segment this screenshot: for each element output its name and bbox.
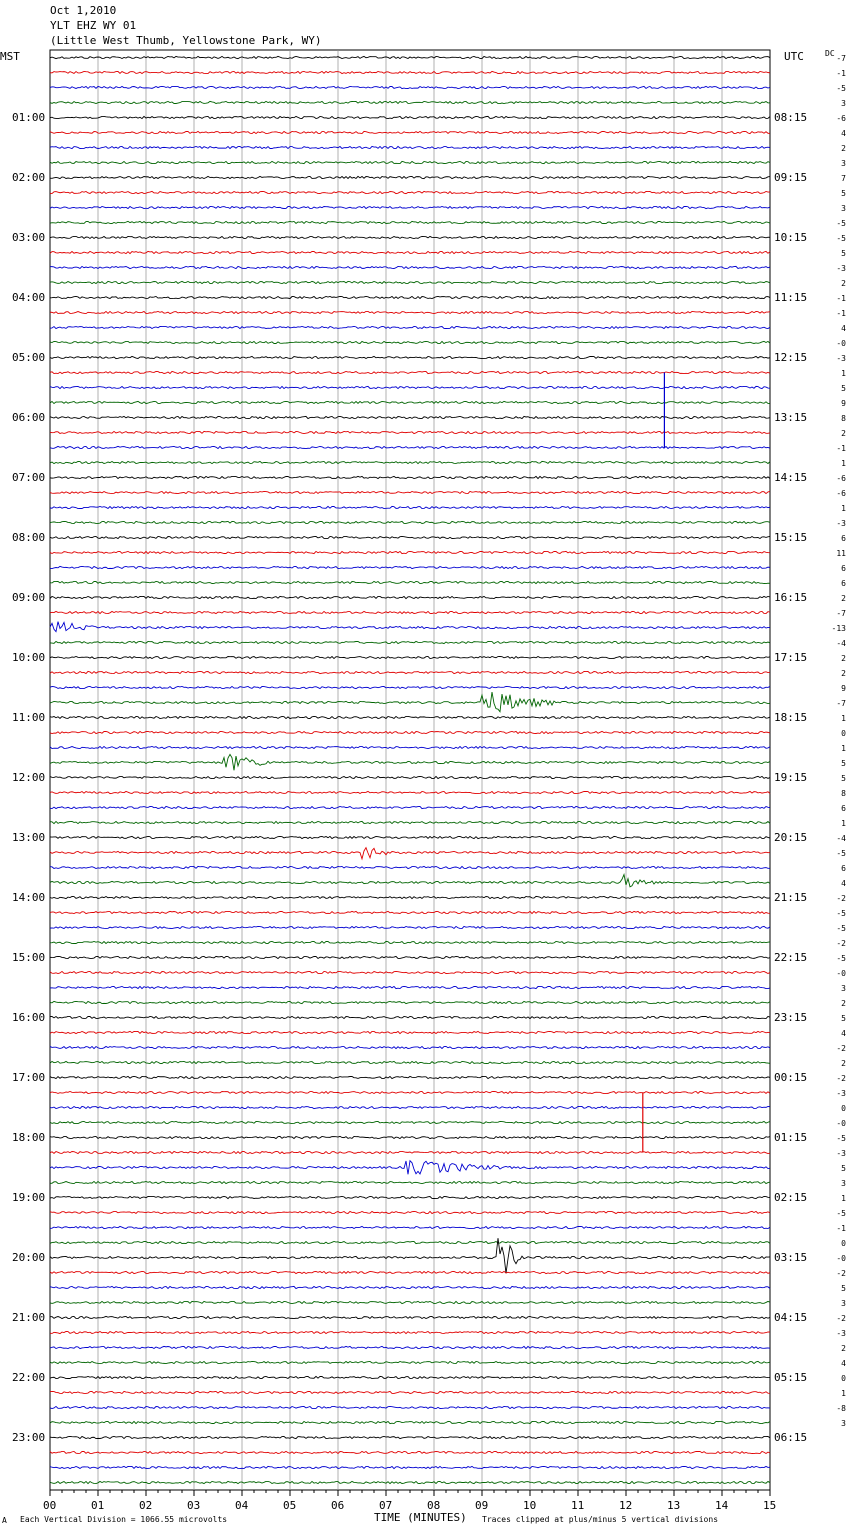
trace-66 bbox=[50, 1046, 770, 1048]
trace-15 bbox=[50, 281, 770, 283]
dc-offset-label: 1 bbox=[841, 1388, 846, 1398]
left-hour-label: 07:00 bbox=[12, 470, 46, 484]
left-hour-label: 17:00 bbox=[12, 1070, 46, 1084]
dc-offset-label: -2 bbox=[836, 938, 846, 948]
dc-offset-label: 9 bbox=[841, 683, 846, 693]
trace-59 bbox=[50, 941, 770, 943]
dc-offset-label: 1 bbox=[841, 368, 846, 378]
trace-85 bbox=[50, 1331, 770, 1333]
dc-offset-label: 1 bbox=[841, 458, 846, 468]
x-tick-label: 08 bbox=[427, 1499, 441, 1512]
trace-72 bbox=[50, 1136, 770, 1138]
dc-offset-label: 5 bbox=[841, 1163, 846, 1173]
trace-88 bbox=[50, 1376, 770, 1378]
left-hour-label: 10:00 bbox=[12, 650, 46, 664]
dc-offset-label: 4 bbox=[841, 323, 846, 333]
dc-offset-label: 5 bbox=[841, 248, 846, 258]
right-timezone-label: UTC bbox=[784, 50, 804, 63]
plot-frame bbox=[50, 50, 770, 1490]
left-hour-label: 22:00 bbox=[12, 1370, 46, 1384]
trace-28 bbox=[50, 476, 770, 478]
dc-offset-label: -3 bbox=[836, 1148, 846, 1158]
trace-36 bbox=[50, 596, 770, 598]
dc-offset-label: -3 bbox=[836, 1088, 846, 1098]
left-hour-label: 16:00 bbox=[12, 1010, 46, 1024]
dc-offset-label: 2 bbox=[841, 1343, 846, 1353]
trace-53 bbox=[50, 848, 770, 859]
dc-offset-label: 4 bbox=[841, 1028, 846, 1038]
x-tick-label: 05 bbox=[283, 1499, 297, 1512]
dc-offset-label: 8 bbox=[841, 788, 846, 798]
left-hour-label: 18:00 bbox=[12, 1130, 46, 1144]
left-timezone-label: MST bbox=[0, 50, 20, 63]
trace-40 bbox=[50, 656, 770, 658]
trace-23 bbox=[50, 401, 770, 403]
dc-offset-label: 3 bbox=[841, 1178, 846, 1188]
x-tick-label: 03 bbox=[187, 1499, 201, 1512]
dc-offset-label: -6 bbox=[836, 488, 846, 498]
left-hour-label: 04:00 bbox=[12, 290, 46, 304]
trace-91 bbox=[50, 1421, 770, 1423]
dc-offset-label: 1 bbox=[841, 503, 846, 513]
trace-22 bbox=[50, 386, 770, 388]
dc-offset-label: 3 bbox=[841, 98, 846, 108]
dc-label: DC bbox=[825, 49, 835, 58]
dc-offset-label: -1 bbox=[836, 68, 846, 78]
left-hour-label: 23:00 bbox=[12, 1430, 46, 1444]
right-hour-label: 21:15 bbox=[774, 890, 808, 904]
dc-offset-label: -5 bbox=[836, 953, 846, 963]
trace-32 bbox=[50, 536, 770, 538]
dc-offset-label: 5 bbox=[841, 383, 846, 393]
dc-offset-label: 4 bbox=[841, 128, 846, 138]
left-hour-label: 12:00 bbox=[12, 770, 46, 784]
dc-offset-label: 5 bbox=[841, 188, 846, 198]
trace-78 bbox=[50, 1226, 770, 1228]
left-hour-label: 03:00 bbox=[12, 230, 46, 244]
trace-62 bbox=[50, 986, 770, 988]
right-hour-label: 17:15 bbox=[774, 650, 808, 664]
right-hour-label: 19:15 bbox=[774, 770, 808, 784]
dc-offset-label: 1 bbox=[841, 818, 846, 828]
left-hour-label: 09:00 bbox=[12, 590, 46, 604]
x-tick-label: 15 bbox=[763, 1499, 777, 1512]
dc-offset-label: -5 bbox=[836, 908, 846, 918]
dc-offset-label: -7 bbox=[836, 53, 846, 63]
dc-offset-label: -1 bbox=[836, 443, 846, 453]
trace-2 bbox=[50, 86, 770, 88]
left-hour-label: 06:00 bbox=[12, 410, 46, 424]
trace-68 bbox=[50, 1076, 770, 1078]
trace-63 bbox=[50, 1001, 770, 1003]
trace-69 bbox=[50, 1091, 770, 1093]
x-tick-label: 10 bbox=[523, 1499, 537, 1512]
trace-27 bbox=[50, 461, 770, 463]
trace-83 bbox=[50, 1301, 770, 1303]
trace-30 bbox=[50, 506, 770, 508]
dc-offset-label: 2 bbox=[841, 143, 846, 153]
trace-56 bbox=[50, 896, 770, 898]
trace-58 bbox=[50, 926, 770, 928]
dc-offset-label: 3 bbox=[841, 1418, 846, 1428]
dc-offset-label: 5 bbox=[841, 758, 846, 768]
right-hour-label: 08:15 bbox=[774, 110, 808, 124]
trace-41 bbox=[50, 671, 770, 673]
dc-offset-label: 2 bbox=[841, 1058, 846, 1068]
dc-offset-label: 0 bbox=[841, 1238, 846, 1248]
trace-37 bbox=[50, 611, 770, 613]
dc-offset-label: -3 bbox=[836, 518, 846, 528]
dc-offset-label: -5 bbox=[836, 233, 846, 243]
trace-3 bbox=[50, 101, 770, 103]
minute-grid bbox=[98, 50, 722, 1490]
dc-offset-label: 5 bbox=[841, 773, 846, 783]
dc-offset-label: -2 bbox=[836, 1073, 846, 1083]
left-hour-label: 21:00 bbox=[12, 1310, 46, 1324]
left-hour-label: 13:00 bbox=[12, 830, 46, 844]
right-hour-label: 10:15 bbox=[774, 230, 808, 244]
x-axis bbox=[50, 1490, 770, 1496]
dc-offset-label: 4 bbox=[841, 1358, 846, 1368]
dc-offset-label: 5 bbox=[841, 1283, 846, 1293]
trace-25 bbox=[50, 431, 770, 433]
trace-9 bbox=[50, 191, 770, 193]
dc-offset-label: 4 bbox=[841, 878, 846, 888]
trace-61 bbox=[50, 971, 770, 973]
dc-offset-label: 8 bbox=[841, 413, 846, 423]
dc-offset-label: -5 bbox=[836, 923, 846, 933]
dc-offset-label: 2 bbox=[841, 653, 846, 663]
dc-offset-label: 11 bbox=[836, 548, 846, 558]
trace-89 bbox=[50, 1391, 770, 1393]
dc-offset-label: -0 bbox=[836, 338, 846, 348]
trace-60 bbox=[50, 956, 770, 958]
header-station: YLT EHZ WY 01 bbox=[50, 19, 137, 32]
right-hour-label: 11:15 bbox=[774, 290, 808, 304]
right-hour-label: 12:15 bbox=[774, 350, 808, 364]
trace-38 bbox=[50, 622, 770, 632]
trace-67 bbox=[50, 1061, 770, 1063]
dc-offset-label: -5 bbox=[836, 1208, 846, 1218]
x-tick-label: 14 bbox=[715, 1499, 729, 1512]
dc-offset-label: 2 bbox=[841, 668, 846, 678]
dc-offset-label: 3 bbox=[841, 158, 846, 168]
right-hour-label: 16:15 bbox=[774, 590, 808, 604]
dc-offset-label: 6 bbox=[841, 803, 846, 813]
trace-21 bbox=[50, 371, 770, 373]
x-tick-label: 13 bbox=[667, 1499, 681, 1512]
trace-44 bbox=[50, 716, 770, 718]
trace-19 bbox=[50, 341, 770, 343]
dc-offset-label: -7 bbox=[836, 608, 846, 618]
right-hour-label: 14:15 bbox=[774, 470, 808, 484]
x-tick-label: 11 bbox=[571, 1499, 585, 1512]
dc-offset-label: -13 bbox=[831, 623, 846, 633]
trace-92 bbox=[50, 1436, 770, 1438]
trace-87 bbox=[50, 1361, 770, 1363]
x-tick-label: 06 bbox=[331, 1499, 345, 1512]
dc-offset-label: -0 bbox=[836, 1253, 846, 1263]
dc-offset-label: 1 bbox=[841, 743, 846, 753]
right-hour-label: 00:15 bbox=[774, 1070, 808, 1084]
trace-52 bbox=[50, 836, 770, 838]
trace-17 bbox=[50, 311, 770, 313]
trace-20 bbox=[50, 356, 770, 358]
dc-offset-label: -5 bbox=[836, 83, 846, 93]
dc-offset-label: 0 bbox=[841, 1373, 846, 1383]
trace-65 bbox=[50, 1031, 770, 1033]
dc-offset-label: -4 bbox=[836, 638, 846, 648]
dc-offset-label: 6 bbox=[841, 863, 846, 873]
dc-offset-label: -1 bbox=[836, 308, 846, 318]
dc-offset-label: 3 bbox=[841, 1298, 846, 1308]
header-date: Oct 1,2010 bbox=[50, 4, 117, 17]
dc-offset-label: -5 bbox=[836, 848, 846, 858]
trace-26 bbox=[50, 446, 770, 448]
dc-offset-label: 6 bbox=[841, 578, 846, 588]
trace-94 bbox=[50, 1466, 770, 1468]
dc-offset-label: -8 bbox=[836, 1403, 846, 1413]
trace-48 bbox=[50, 776, 770, 778]
dc-offset-label: 1 bbox=[841, 1193, 846, 1203]
trace-34 bbox=[50, 566, 770, 568]
trace-0 bbox=[50, 56, 770, 58]
trace-51 bbox=[50, 821, 770, 823]
trace-75 bbox=[50, 1181, 770, 1183]
left-hour-label: 08:00 bbox=[12, 530, 46, 544]
trace-8 bbox=[50, 176, 770, 178]
left-hour-label: 20:00 bbox=[12, 1250, 46, 1264]
trace-76 bbox=[50, 1196, 770, 1198]
dc-offset-label: -6 bbox=[836, 113, 846, 123]
trace-64 bbox=[50, 1016, 770, 1018]
trace-82 bbox=[50, 1286, 770, 1288]
trace-29 bbox=[50, 491, 770, 493]
right-hour-label: 05:15 bbox=[774, 1370, 808, 1384]
trace-18 bbox=[50, 326, 770, 328]
trace-43 bbox=[50, 692, 770, 712]
trace-54 bbox=[50, 866, 770, 868]
dc-offset-label: 2 bbox=[841, 278, 846, 288]
x-tick-label: 09 bbox=[475, 1499, 489, 1512]
dc-offset-label: -3 bbox=[836, 263, 846, 273]
footer-mark: A bbox=[2, 1516, 7, 1525]
x-axis-title: TIME (MINUTES) bbox=[374, 1511, 467, 1524]
dc-offset-label: -2 bbox=[836, 893, 846, 903]
trace-47 bbox=[50, 754, 770, 770]
dc-offset-label: -2 bbox=[836, 1268, 846, 1278]
trace-79 bbox=[50, 1241, 770, 1243]
trace-35 bbox=[50, 581, 770, 583]
left-hour-label: 05:00 bbox=[12, 350, 46, 364]
left-hour-label: 19:00 bbox=[12, 1190, 46, 1204]
dc-offset-label: -1 bbox=[836, 293, 846, 303]
left-hour-label: 15:00 bbox=[12, 950, 46, 964]
dc-offset-label: 9 bbox=[841, 398, 846, 408]
trace-14 bbox=[50, 266, 770, 268]
dc-offset-label: -0 bbox=[836, 1118, 846, 1128]
left-hour-label: 02:00 bbox=[12, 170, 46, 184]
trace-71 bbox=[50, 1121, 770, 1123]
x-tick-label: 07 bbox=[379, 1499, 393, 1512]
dc-offset-label: 3 bbox=[841, 983, 846, 993]
dc-offset-label: -3 bbox=[836, 353, 846, 363]
x-tick-label: 12 bbox=[619, 1499, 633, 1512]
trace-70 bbox=[50, 1106, 770, 1108]
right-hour-label: 18:15 bbox=[774, 710, 808, 724]
dc-offset-label: 0 bbox=[841, 1103, 846, 1113]
trace-12 bbox=[50, 236, 770, 238]
dc-offset-label: 2 bbox=[841, 998, 846, 1008]
dc-offset-label: -5 bbox=[836, 218, 846, 228]
trace-55 bbox=[50, 875, 770, 887]
right-hour-label: 04:15 bbox=[774, 1310, 808, 1324]
trace-84 bbox=[50, 1316, 770, 1318]
dc-offset-label: -3 bbox=[836, 1328, 846, 1338]
trace-74 bbox=[50, 1161, 770, 1175]
trace-46 bbox=[50, 746, 770, 748]
trace-95 bbox=[50, 1481, 770, 1483]
trace-16 bbox=[50, 296, 770, 298]
trace-4 bbox=[50, 116, 770, 118]
dc-offset-label: 7 bbox=[841, 173, 846, 183]
right-hour-label: 20:15 bbox=[774, 830, 808, 844]
right-hour-label: 09:15 bbox=[774, 170, 808, 184]
dc-offset-label: -0 bbox=[836, 968, 846, 978]
trace-5 bbox=[50, 131, 770, 133]
right-hour-label: 03:15 bbox=[774, 1250, 808, 1264]
x-tick-label: 04 bbox=[235, 1499, 249, 1512]
dc-offset-label: 0 bbox=[841, 728, 846, 738]
left-hour-label: 01:00 bbox=[12, 110, 46, 124]
trace-42 bbox=[50, 686, 770, 688]
trace-90 bbox=[50, 1406, 770, 1408]
dc-offset-label: -4 bbox=[836, 833, 846, 843]
trace-31 bbox=[50, 521, 770, 523]
trace-86 bbox=[50, 1346, 770, 1348]
right-hour-label: 13:15 bbox=[774, 410, 808, 424]
dc-offset-label: 1 bbox=[841, 713, 846, 723]
trace-45 bbox=[50, 731, 770, 733]
dc-offset-label: -5 bbox=[836, 1133, 846, 1143]
footer-clip-note: Traces clipped at plus/minus 5 vertical divisions bbox=[482, 1515, 719, 1524]
left-hour-label: 14:00 bbox=[12, 890, 46, 904]
dc-offset-label: -2 bbox=[836, 1043, 846, 1053]
trace-24 bbox=[50, 416, 770, 418]
trace-57 bbox=[50, 911, 770, 913]
x-tick-label: 02 bbox=[139, 1499, 153, 1512]
trace-73 bbox=[50, 1151, 770, 1153]
trace-81 bbox=[50, 1271, 770, 1273]
dc-offset-label: -7 bbox=[836, 698, 846, 708]
trace-93 bbox=[50, 1451, 770, 1453]
dc-offset-label: 6 bbox=[841, 563, 846, 573]
trace-1 bbox=[50, 71, 770, 73]
left-hour-label: 11:00 bbox=[12, 710, 46, 724]
x-tick-label: 01 bbox=[91, 1499, 105, 1512]
header-location: (Little West Thumb, Yellowstone Park, WY) bbox=[50, 34, 322, 47]
trace-49 bbox=[50, 791, 770, 793]
right-hour-label: 22:15 bbox=[774, 950, 808, 964]
right-hour-label: 23:15 bbox=[774, 1010, 808, 1024]
trace-39 bbox=[50, 641, 770, 643]
trace-7 bbox=[50, 161, 770, 163]
x-tick-label: 00 bbox=[43, 1499, 57, 1512]
right-hour-label: 01:15 bbox=[774, 1130, 808, 1144]
dc-offset-label: 2 bbox=[841, 593, 846, 603]
dc-offset-label: 2 bbox=[841, 428, 846, 438]
dc-offset-label: 6 bbox=[841, 533, 846, 543]
trace-10 bbox=[50, 206, 770, 208]
dc-offset-label: -6 bbox=[836, 473, 846, 483]
right-hour-label: 06:15 bbox=[774, 1430, 808, 1444]
trace-lines bbox=[50, 56, 770, 1483]
trace-33 bbox=[50, 551, 770, 553]
trace-50 bbox=[50, 806, 770, 808]
trace-6 bbox=[50, 146, 770, 148]
dc-offset-label: 3 bbox=[841, 203, 846, 213]
dc-offset-label: 5 bbox=[841, 1013, 846, 1023]
footer-scale: Each Vertical Division = 1066.55 microvolts bbox=[20, 1515, 228, 1524]
trace-11 bbox=[50, 221, 770, 223]
trace-13 bbox=[50, 251, 770, 253]
dc-offset-label: -2 bbox=[836, 1313, 846, 1323]
right-hour-label: 02:15 bbox=[774, 1190, 808, 1204]
dc-offset-label: -1 bbox=[836, 1223, 846, 1233]
right-hour-label: 15:15 bbox=[774, 530, 808, 544]
trace-77 bbox=[50, 1211, 770, 1213]
